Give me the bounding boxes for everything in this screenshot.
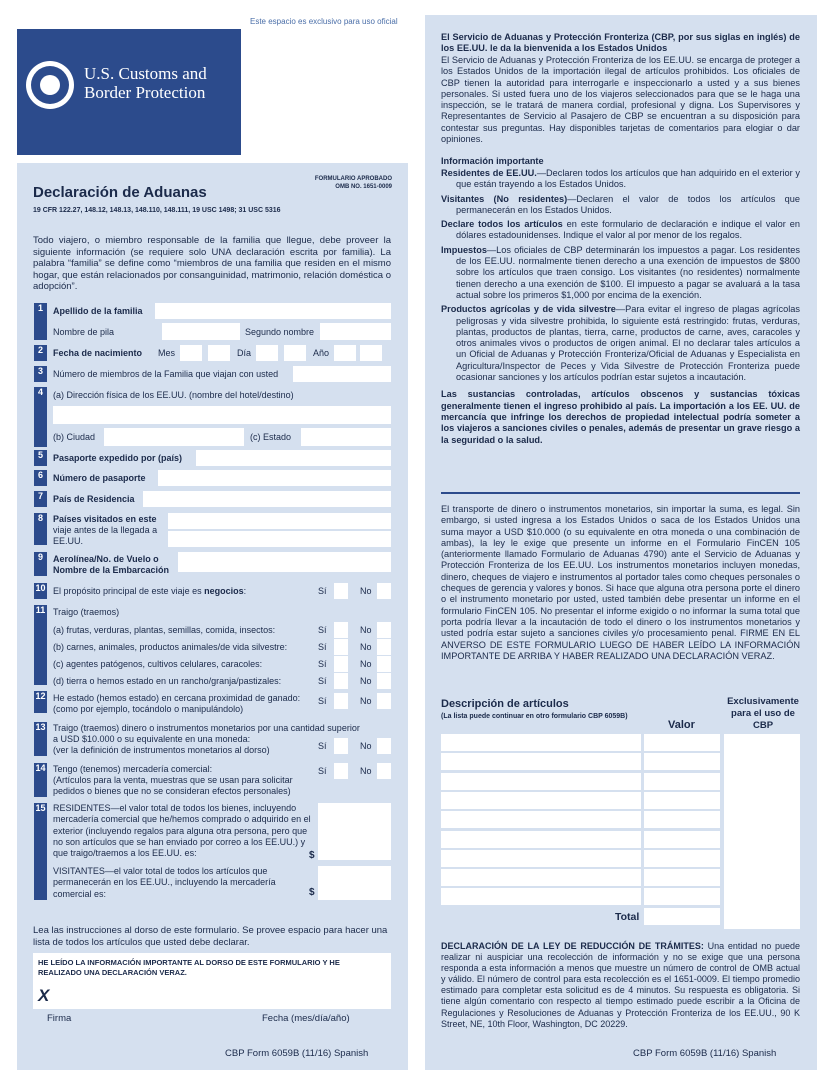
q11b-no-label: No <box>360 642 372 652</box>
countries-visited-label: Países visitados en este viaje antes de la llegada a EE.UU. <box>53 514 158 546</box>
passport-country-field[interactable] <box>196 450 391 466</box>
visitors-value-label: VISITANTES—el valor total de todos los artículos que permanecerán en los EE.UU., incluyendo la mercadería comercial es: <box>53 866 276 899</box>
dhs-seal-icon <box>26 61 74 109</box>
duty-note: Impuestos—Los oficiales de CBP determinarán los impuestos a pagar. Los residentes de los EE.UU. normalmente tienen derecho a una exención de impuestos de $800 sobre los artículos que traen consigo. Los visitantes (no residentes) normalmente tienen derecho a una exención de $100. El impuesto a pagar se avaluará a la tasa actual sobre los primeros $1,000 por encima de la exención. <box>441 244 800 300</box>
q11c-yes-checkbox[interactable] <box>334 656 348 672</box>
visitors-value-field[interactable] <box>318 866 391 900</box>
livestock-label: He estado (hemos estado) en cercana proximidad de ganado: (como por ejemplo, tocándolo o manipulándolo) <box>53 693 301 714</box>
residents-dollar-sign: $ <box>309 850 315 861</box>
day-field-2[interactable] <box>284 345 306 361</box>
month-label: Mes <box>158 348 176 358</box>
passport-number-field[interactable] <box>158 470 391 486</box>
form-id-front: CBP Form 6059B (11/16) Spanish <box>225 1048 369 1059</box>
state-field[interactable] <box>301 428 391 446</box>
total-value-field[interactable] <box>644 908 720 925</box>
birth-date-label: Fecha de nacimiento <box>53 348 143 358</box>
bringing-label: Traigo (traemos) <box>53 607 120 617</box>
item-value-field[interactable] <box>644 734 720 751</box>
item-value-field[interactable] <box>644 773 720 790</box>
signature-x-mark: X <box>38 986 50 1005</box>
countries-visited-field-2[interactable] <box>168 531 391 547</box>
family-members-field[interactable] <box>293 366 391 382</box>
month-field-2[interactable] <box>208 345 230 361</box>
cfr-reference: 19 CFR 122.27, 148.12, 148.13, 148.110, 148.111, 19 USC 1498; 31 USC 5316 <box>33 207 281 214</box>
q14-yes-label: Sí <box>318 766 327 776</box>
items-description-header: Descripción de artículos <box>441 698 569 710</box>
omb-approval: FORMULARIO APROBADO OMB NO. 1651-0009 <box>314 176 392 190</box>
item-value-field[interactable] <box>644 869 720 886</box>
q13-yes-checkbox[interactable] <box>334 738 348 754</box>
q11b-no-checkbox[interactable] <box>377 639 391 655</box>
declare-note: Declare todos los artículos en este formulario de declaración e indique el valor en dólares estadounidenses. Indique el valor al por menor de los regalos. <box>441 219 801 241</box>
item-description-field[interactable] <box>441 811 641 828</box>
items-continuation-note: (La lista puede continuar en otro formulario CBP 6059B) <box>441 713 628 720</box>
city-label: (b) Ciudad <box>53 432 96 442</box>
q13-no-label: No <box>360 741 372 751</box>
residence-country-label: País de Residencia <box>53 494 135 504</box>
countries-visited-field-1[interactable] <box>168 513 391 529</box>
welcome-title: El Servicio de Aduanas y Protección Fronteriza (CBP, por sus siglas en inglés) de los EE.UU. le da la bienvenida a los Estados Unidos <box>441 32 800 54</box>
middle-name-label: Segundo nombre <box>245 327 315 337</box>
q10-no-label: No <box>360 586 372 596</box>
q11a-no-checkbox[interactable] <box>377 622 391 638</box>
item-description-field[interactable] <box>441 869 641 886</box>
question-number-6: 6 <box>34 470 47 486</box>
question-number-11: 11 <box>34 605 47 685</box>
year-field-2[interactable] <box>360 345 382 361</box>
controlled-substances-note: Las sustancias controladas, artículos obscenos y sustancias tóxicas generalmente tienen el ingreso prohibido al país. La importación a los EE. UU. de mercancía que infringe los derechos de propiedad intelectual podría someter a los viajeros a sanciones civiles o penales, además de presentar un grave riesgo a la seguridad o la salud. <box>441 389 800 445</box>
q12-yes-label: Sí <box>318 696 327 706</box>
q11b-yes-checkbox[interactable] <box>334 639 348 655</box>
question-number-13: 13 <box>34 722 47 756</box>
item-description-field[interactable] <box>441 773 641 790</box>
welcome-body: El Servicio de Aduanas y Protección Fronteriza de los EE.UU. se encarga de proteger a los Estados Unidos de la importación ilegal de artículos prohibidos. Los oficiales de CBP tienen la autoridad para interrogarle e inspeccionarlo a usted y a sus bienes personales. Si usted fuera uno de los viajeros seleccionados para que se le haga una inspección, se le tratará de manera cordial, profesional y digna. Los Supervisores y Representantes de Servicio al Pasajero de CBP se encuentran a su disposición para contestar sus preguntas. Hay disponibles tarjetas de comentarios para elogiar o dar opiniones. <box>441 55 800 145</box>
cbp-use-field[interactable] <box>724 734 800 929</box>
item-value-field[interactable] <box>644 753 720 770</box>
item-description-field[interactable] <box>441 831 641 848</box>
first-name-field[interactable] <box>162 323 240 340</box>
item-value-field[interactable] <box>644 811 720 828</box>
q14-yes-checkbox[interactable] <box>334 763 348 779</box>
q14-no-label: No <box>360 766 372 776</box>
residence-country-field[interactable] <box>143 491 391 507</box>
q12-yes-checkbox[interactable] <box>334 693 348 709</box>
last-name-label: Apellido de la familia <box>53 306 143 316</box>
residents-note: Residentes de EE.UU.—Declaren todos los artículos que han adquirido en el exterior y que están trayendo a los Estados Unidos. <box>441 168 801 190</box>
first-name-label: Nombre de pila <box>53 327 115 337</box>
city-field[interactable] <box>104 428 244 446</box>
visitors-note: Visitantes (No residentes)—Declaren el valor de todos los artículos que permanecerán en los Estados Unidos. <box>441 193 800 215</box>
office-use-note: Este espacio es exclusivo para uso oficial <box>250 17 398 26</box>
signature-statement: HE LEÍDO LA INFORMACIÓN IMPORTANTE AL DORSO DE ESTE FORMULARIO Y HE REALIZADO UNA DECLARACIÓN VERAZ. <box>38 958 340 977</box>
q11a-yes-checkbox[interactable] <box>334 622 348 638</box>
question-number-4: 4 <box>34 387 47 447</box>
day-label: Día <box>237 348 252 358</box>
q11a-yes-label: Sí <box>318 625 327 635</box>
important-info-heading: Información importante <box>441 156 544 166</box>
cbp-use-header: Exclusivamente para el uso de CBP <box>727 696 799 731</box>
item-value-field[interactable] <box>644 792 720 809</box>
q11d-yes-checkbox[interactable] <box>334 673 348 689</box>
date-label: Fecha (mes/día/año) <box>262 1013 350 1024</box>
passport-number-label: Número de pasaporte <box>53 473 146 483</box>
us-address-field[interactable] <box>53 406 391 424</box>
question-number-1: 1 <box>34 303 47 340</box>
item-description-field[interactable] <box>441 888 641 905</box>
item-description-field[interactable] <box>441 753 641 770</box>
middle-name-field[interactable] <box>320 323 391 340</box>
business-purpose-label: El propósito principal de este viaje es negocios: <box>53 586 247 596</box>
instructions-text: Lea las instrucciones al dorso de este formulario. Se provee espacio para hacer una lista de todos los artículos que usted debe declarar. <box>33 925 388 948</box>
intro-text: Todo viajero, o miembro responsable de la familia que llegue, debe proveer la siguiente información (se requiere solo UNA declaración escrita por familia). La palabra “familia” se define como “miembros de una familia que residen en el mismo hogar, que están relacionados por consanguinidad, matrimonio, relación doméstica o adopción”. <box>33 235 391 293</box>
important-info-list <box>441 168 800 446</box>
q11d-no-checkbox[interactable] <box>377 673 391 689</box>
agency-name: U.S. Customs and Border Protection <box>84 64 207 102</box>
family-members-label: Número de miembros de la Familia que viajan con usted <box>53 369 279 379</box>
q14-no-checkbox[interactable] <box>377 763 391 779</box>
item-description-field[interactable] <box>441 850 641 867</box>
q10-no-checkbox[interactable] <box>377 583 391 599</box>
question-number-15: 15 <box>34 803 47 900</box>
value-header: Valor <box>668 719 695 731</box>
question-number-14: 14 <box>34 763 47 797</box>
question-number-7: 7 <box>34 491 47 507</box>
form-title: Declaración de Aduanas <box>33 184 207 201</box>
q10-yes-label: Sí <box>318 586 327 596</box>
q11b-label: (b) carnes, animales, productos animales/de vida silvestre: <box>53 642 288 652</box>
paperwork-reduction-act: DECLARACIÓN DE LA LEY DE REDUCCIÓN DE TRÁMITES: Una entidad no puede realizar ni auspiciar una recolección de información y no se exige que una persona responda a esta información a menos que muestre un número de control de OMB actual y válido. El número de control para esta recolección es el 1651-0009. El tiempo promedio estimado para completar esta solicitud es de 4 minutos. Su respuesta es obligatoria. Si tiene algún comentario con respecto al tiempo estimado puede escribir a la Oficina de Regulaciones y Resoluciones de Aduanas y Protección Fronteriza de los EE.UU., 90 K Street, NE, 10th Floor, Washington, DC 20229. <box>441 941 800 1029</box>
q11a-no-label: No <box>360 625 372 635</box>
q11d-yes-label: Sí <box>318 676 327 686</box>
item-value-field[interactable] <box>644 831 720 848</box>
question-number-3: 3 <box>34 366 47 382</box>
residents-value-field[interactable] <box>318 803 391 860</box>
q11c-yes-label: Sí <box>318 659 327 669</box>
visitors-dollar-sign: $ <box>309 887 315 898</box>
year-label: Año <box>313 348 330 358</box>
state-label: (c) Estado <box>250 432 292 442</box>
item-value-field[interactable] <box>644 888 720 905</box>
total-label: Total <box>615 911 640 923</box>
item-value-field[interactable] <box>644 850 720 867</box>
q11b-yes-label: Sí <box>318 642 327 652</box>
q13-yes-label: Sí <box>318 741 327 751</box>
q13-no-checkbox[interactable] <box>377 738 391 754</box>
q11c-label: (c) agentes patógenos, cultivos celulares, caracoles: <box>53 659 263 669</box>
question-number-12: 12 <box>34 691 47 713</box>
q12-no-checkbox[interactable] <box>377 693 391 709</box>
residents-value-label: RESIDENTES—el valor total de todos los bienes, incluyendo mercadería comercial que he/hemos comprado o adquirido en el exterior (incluyendo regalos para alguna otra persona, pero que no son artículos que se han enviado por correo a los EE.UU.) y que traigo/traemos a los EE.UU. es: <box>53 803 311 859</box>
us-address-label: (a) Dirección física de los EE.UU. (nombre del hotel/destino) <box>53 390 294 400</box>
passport-country-label: Pasaporte expedido por (país) <box>53 453 183 463</box>
question-number-2: 2 <box>34 345 47 361</box>
q11c-no-label: No <box>360 659 372 669</box>
item-description-field[interactable] <box>441 792 641 809</box>
q12-no-label: No <box>360 696 372 706</box>
section-divider <box>441 492 800 494</box>
q10-yes-checkbox[interactable] <box>334 583 348 599</box>
question-number-5: 5 <box>34 450 47 466</box>
last-name-field[interactable] <box>155 303 391 319</box>
flight-label: Aerolínea/No. de Vuelo o Nombre de la Embarcación <box>53 554 170 575</box>
q11d-label: (d) tierra o hemos estado en un rancho/granja/pastizales: <box>53 676 282 686</box>
question-number-9: 9 <box>34 552 47 576</box>
signature-label: Firma <box>47 1013 72 1024</box>
commercial-label: Tengo (tenemos) mercadería comercial: (Artículos para la venta, muestras que se usan para solicitar pedidos o bienes que no se consideran efectos personales) <box>53 764 293 796</box>
q11c-no-checkbox[interactable] <box>377 656 391 672</box>
q11a-label: (a) frutas, verduras, plantas, semillas, comida, insectos: <box>53 625 276 635</box>
question-number-10: 10 <box>34 583 47 599</box>
monetary-instruments-text: El transporte de dinero o instrumentos monetarios, sin importar la suma, es legal. Sin embargo, si usted ingresa a los Estados Unidos o saca de los Estados Unidos una suma mayor a USD $10.000 (o su equivalente en otra moneda o una combinación de ambas), la ley le exige que presente un informe en el Formulario FinCEN 105 (anteriormente llamado Formulario de Aduanas 4790) ante el Servicio de Aduanas y Protección Fronteriza de los EE.UU. Los instrumentos monetarios incluyen monedas, dinero, cheques de viajero e instrumentos al portador tales como cheques personales o cheques de gerencia y valores y bonos. Si hace que alguna otra persona porte el dinero o el instrumento monetario por usted, usted también debe presentar un informe en el formulario FinCEN 105. No presentar el informe exigido o no informar la suma total que porta podría llevar a la incautación de todo el dinero o los instrumentos monetarios y usted podría estar sujeto a sanciones civiles y/o procesamiento penal. FIRME EN EL ANVERSO DE ESTE FORMULARIO LUEGO DE HABER LEÍDO LA INFORMACIÓN IMPORTANTE DE ARRIBA Y HABER REALIZADO UNA DECLARACIÓN VERAZ. <box>441 504 800 661</box>
monetary-label: Traigo (traemos) dinero o instrumentos monetarios por una cantidad superior a USD $10.000 o su equivalente en una moneda: (ver la definición de instrumentos monetarios al dorso) <box>53 723 360 755</box>
q11d-no-label: No <box>360 676 372 686</box>
item-description-field[interactable] <box>441 734 641 751</box>
agriculture-note: Productos agrícolas y de vida silvestre—Para evitar el ingreso de plagas agrícolas peligrosas y vida silvestre prohibida, lo siguiente está restringido: frutas, verduras, plantas, productos de plantas, tierra, carne, productos de carne, aves, caracoles y otros animales vivos o productos de origen animal. El no declarar tales artículos a un Oficial de Aduanas y Protección Fronteriza/Oficial de Aduanas y Especialista en Agricultura/Inspector de Peces y Vida Silvestre de Protección Fronteriza puede ocasionar sanciones y los artículos podrían estar sujetos a incautación. <box>441 304 801 383</box>
year-field-1[interactable] <box>334 345 356 361</box>
question-number-8: 8 <box>34 513 47 545</box>
day-field-1[interactable] <box>256 345 278 361</box>
form-id-back: CBP Form 6059B (11/16) Spanish <box>633 1048 777 1059</box>
flight-field[interactable] <box>178 552 391 572</box>
month-field-1[interactable] <box>180 345 202 361</box>
